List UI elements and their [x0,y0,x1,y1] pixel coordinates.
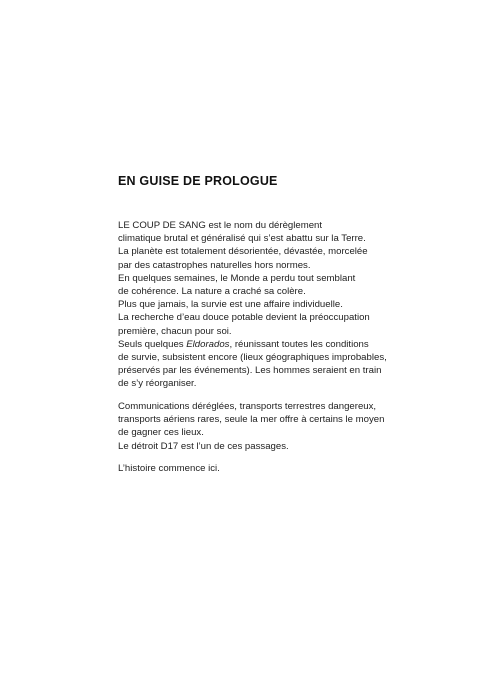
text-line: En quelques semaines, le Monde a perdu tout semblant [118,272,356,284]
paragraph-closing [118,462,220,475]
text-line: transports aériens rares, seule la mer offre à certains le moyen [118,414,385,426]
text-segment: , réunissant toutes les conditions [229,338,369,350]
text-line: première, chacun pour soi. [118,325,232,337]
text-line: La planète est totalement désorientée, dévastée, morcelée [118,246,368,258]
text-line: climatique brutal et généralisé qui s’est abattu sur la Terre. [118,233,366,245]
text-line: La recherche d’eau douce potable devient la préoccupation [118,312,370,324]
text-line: Plus que jamais, la survie est une affaire individuelle. [118,299,343,311]
text-line: de s’y réorganiser. [118,378,197,390]
text-line: par des catastrophes naturelles hors normes. [118,259,311,271]
paragraph-transport [118,400,384,453]
text-line: Le détroit D17 est l’un de ces passages. [118,440,289,452]
text-line: Communications déréglées, transports terrestres dangereux, [118,401,377,412]
text-line: préservés par les événements). Les hommes seraient en train [118,365,382,377]
text-line: de survie, subsistent encore (lieux géographiques improbables, [118,352,387,364]
page-title: EN GUISE DE PROLOGUE [118,174,278,188]
text-line-eldorados [118,338,387,351]
text-line: de cohérence. La nature a craché sa colère. [118,286,306,298]
paragraph-intro [118,219,387,391]
eldorados-italic: Eldorados [186,338,230,350]
text-segment: Seuls quelques [118,338,187,350]
text-line: L’histoire commence ici. [118,463,220,474]
text-line: LE COUP DE SANG est le nom du dérèglement [118,220,323,231]
text-line: de gagner ces lieux. [118,427,204,439]
